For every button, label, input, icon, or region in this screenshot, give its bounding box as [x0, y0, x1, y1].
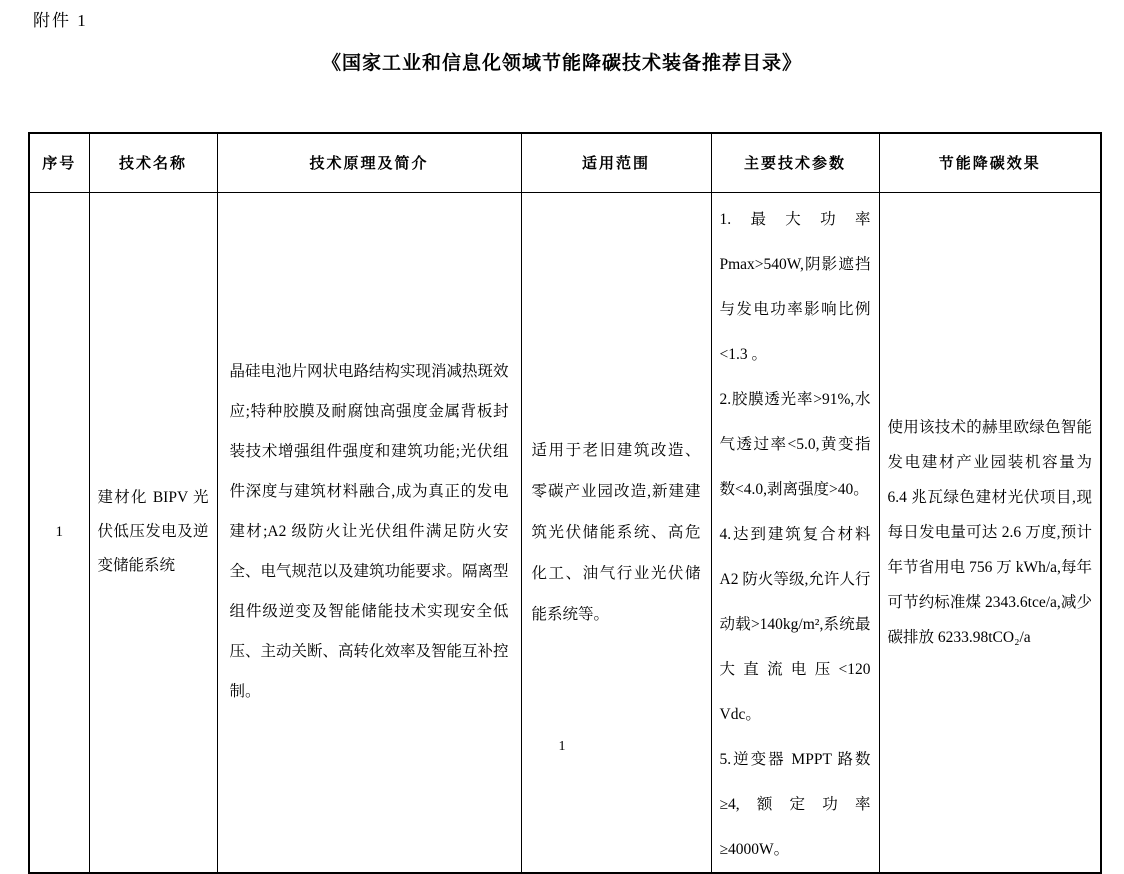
cell-technical-parameters	[711, 192, 879, 873]
page-number: 1	[558, 739, 566, 754]
parameter-item: 1.最大功率 Pmax>540W,阴影遮挡与发电功率影响比例<1.3 。	[719, 210, 871, 363]
cell-technology-principle: 晶硅电池片网状电路结构实现消减热斑效应;特种胶膜及耐腐蚀高强度金属背板封装技术增强组件强度和建筑功能;光伏组件深度与建筑材料融合,成为真正的发电建材;A2 级防火让光伏组件满足防火安全、电气规范以及建筑功能要求。隔离型组件级逆变及智能储能技术实现安全低压、主动关断、高转化效率及智能互补控制。	[217, 192, 521, 873]
column-header-serial: 序号	[29, 133, 89, 192]
parameter-item: 4.达到建筑复合材料 A2 防火等级,允许人行动载>140kg/m²,系统最大直流电压<120 Vdc。	[719, 525, 871, 723]
column-header-effect: 节能降碳效果	[879, 133, 1101, 192]
column-header-scope: 适用范围	[521, 133, 711, 192]
column-header-name: 技术名称	[89, 133, 217, 192]
cell-serial-number: 1	[29, 192, 89, 873]
cell-energy-saving-effect: 使用该技术的赫里欧绿色智能发电建材产业园装机容量为 6.4 兆瓦绿色建材光伏项目,现每日发电量可达 2.6 万度,预计年节省用电 756 万 kWh/a,每年可节约标准煤 2343.6tce/a,减少碳排放 6233.98tCO₂/a	[879, 192, 1101, 873]
cell-applicable-scope: 适用于老旧建筑改造、零碳产业园改造,新建建筑光伏储能系统、高危化工、油气行业光伏储能系统等。	[521, 192, 711, 873]
attachment-label: 附件 1	[33, 11, 88, 30]
column-header-params: 主要技术参数	[711, 133, 879, 192]
parameter-item: 2.胶膜透光率>91%,水气透过率<5.0,黄变指数<4.0,剥离强度>40。	[719, 390, 871, 498]
cell-technology-name: 建材化 BIPV 光伏低压发电及逆变储能系统	[89, 192, 217, 873]
column-header-principle: 技术原理及简介	[217, 133, 521, 192]
catalog-table	[28, 132, 1102, 874]
table-row	[29, 192, 1101, 873]
table-header-row	[29, 133, 1101, 192]
document-title: 《国家工业和信息化领域节能降碳技术装备推荐目录》	[321, 53, 802, 74]
parameter-item: 5.逆变器 MPPT 路数≥4,额定功率≥4000W。	[719, 750, 871, 858]
